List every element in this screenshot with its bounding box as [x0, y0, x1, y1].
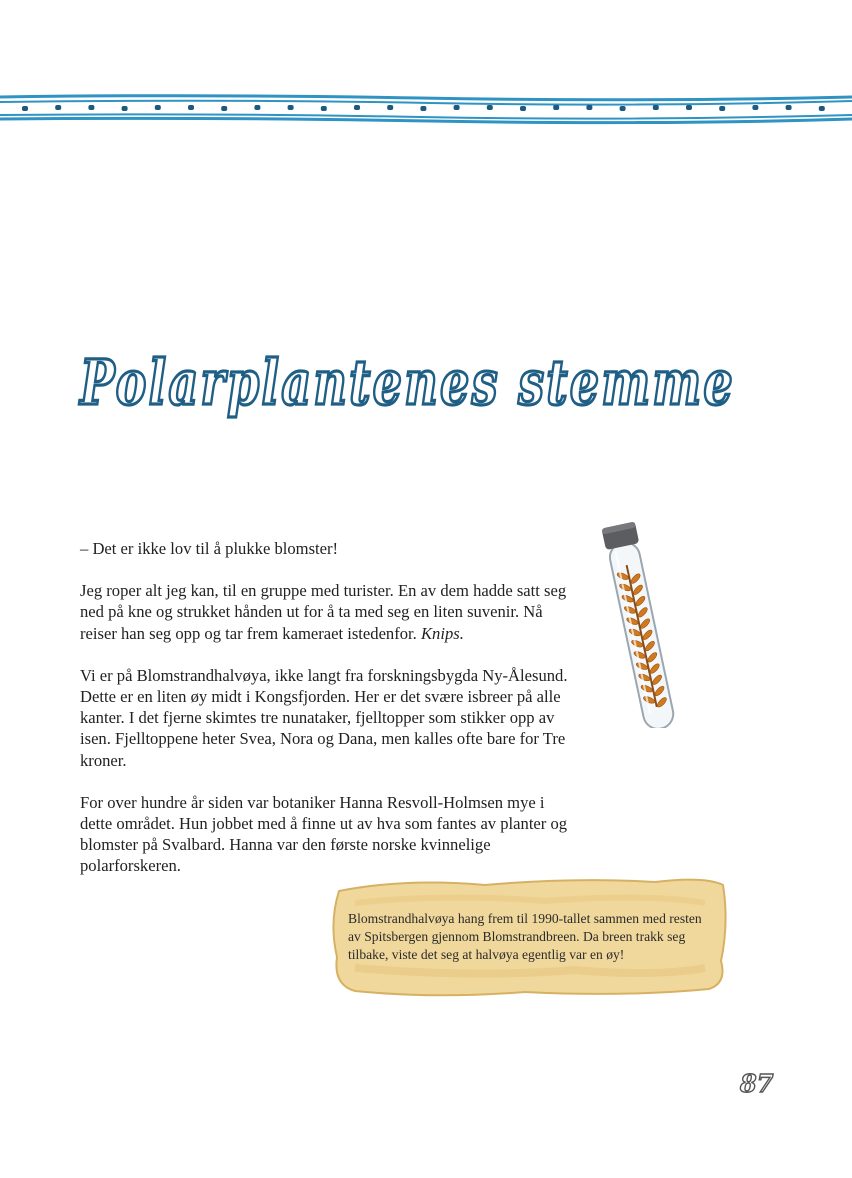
border-dot: [786, 105, 792, 110]
paragraph-4: For over hundre år siden var botaniker Hanna Resvoll-Holmsen mye i dette området. Hun jobbet med å finne ut av hva som fantes av planter og blomster på Svalbard. Hanna var den første norske kvinnelige polarforskeren.: [80, 792, 568, 876]
border-dot: [22, 106, 28, 111]
paragraph-1: – Det er ikke lov til å plukke blomster!: [80, 539, 339, 558]
border-dot: [620, 106, 626, 111]
border-dot: [752, 105, 758, 110]
italic-word: Knips.: [420, 623, 464, 643]
border-dot: [586, 105, 592, 110]
border-dot: [819, 106, 825, 111]
page-number: [738, 1068, 778, 1098]
fact-box-text: Blomstrandhalvøya hang frem til 1990-tallet sammen med resten av Spitsbergen gjennom Blomstrandbreen. Da breen trakk seg tilbake, viste det seg at halvøya egentlig var en øy!: [348, 911, 702, 963]
border-dot: [387, 105, 393, 110]
border-dot: [254, 105, 260, 110]
title-text: Polarplantenes stemme: [78, 346, 735, 419]
border-dot: [321, 106, 327, 111]
paragraph-3: Vi er på Blomstrandhalvøya, ikke langt fra forskningsbygda Ny-Ålesund. Dette er en liten øy midt i Kongsfjorden. Her er det svære isbreer på alle kanter. I det fjerne skimtes tre nunataker, fjelltopper som stikker opp av isen. Fjelltoppene heter Svea, Nora og Dana, men kalles ofte bare for Tre kroner.: [80, 665, 568, 770]
border-dot: [420, 106, 426, 111]
border-dot: [354, 105, 360, 110]
body-text: [80, 538, 575, 898]
test-tube-icon: [598, 518, 688, 728]
border-dot: [122, 106, 128, 111]
border-dot: [221, 106, 227, 111]
border-dot: [520, 106, 526, 111]
border-dot: [454, 105, 460, 110]
border-dot: [188, 105, 194, 110]
paragraph-2: Jeg roper alt jeg kan, til en gruppe med turister. En av dem hadde satt seg ned på kne og strukket hånden ut for å ta med seg en liten suvenir. Nå reiser han seg opp og tar frem kameraet istedenfor. Knips.: [80, 581, 567, 643]
border-dot: [155, 105, 161, 110]
border-dot: [288, 105, 294, 110]
border-dot: [553, 105, 559, 110]
page-number-text: 87: [740, 1069, 774, 1098]
border-dot: [487, 105, 493, 110]
border-dot: [653, 105, 659, 110]
decorative-border: [0, 88, 852, 128]
border-dot: [719, 106, 725, 111]
border-dot: [55, 105, 61, 110]
border-dot: [686, 105, 692, 110]
border-dot: [88, 105, 94, 110]
page-title: [80, 332, 780, 422]
